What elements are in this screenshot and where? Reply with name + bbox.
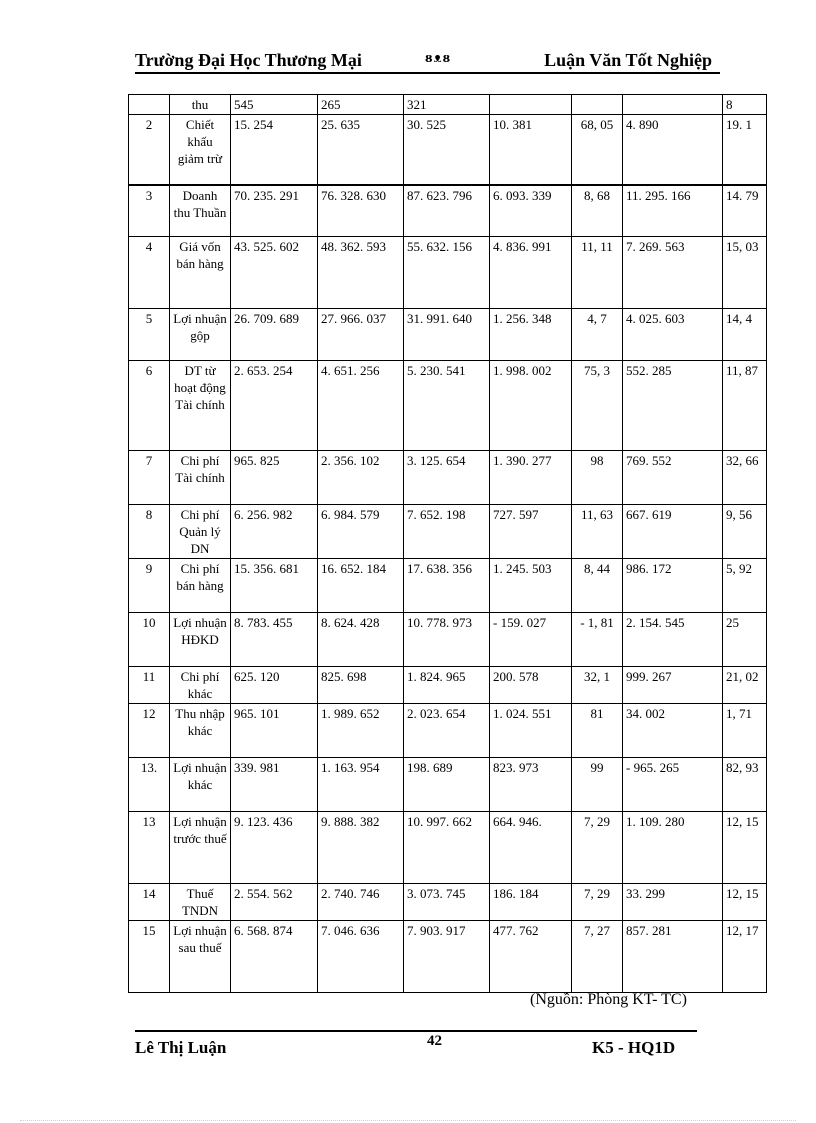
indicator-name-cell: DT từ hoạt động Tài chính [170, 361, 231, 451]
indicator-name-cell: Giá vốn bán hàng [170, 237, 231, 309]
value-cell: 186. 184 [490, 884, 572, 921]
value-cell: 8 [723, 95, 767, 115]
value-cell: 30. 525 [404, 115, 490, 185]
row-index-cell: 12 [129, 704, 170, 758]
value-cell: 55. 632. 156 [404, 237, 490, 309]
value-cell: 999. 267 [623, 667, 723, 704]
value-cell: 6. 256. 982 [231, 505, 318, 559]
table-row [129, 812, 767, 884]
value-cell: 12, 15 [723, 812, 767, 884]
value-cell: 198. 689 [404, 758, 490, 812]
value-cell: 75, 3 [572, 361, 623, 451]
page-header [135, 48, 720, 74]
value-cell: 1. 989. 652 [318, 704, 404, 758]
value-cell: 552. 285 [623, 361, 723, 451]
value-cell: 5. 230. 541 [404, 361, 490, 451]
table-row [129, 667, 767, 704]
value-cell: 32, 1 [572, 667, 623, 704]
value-cell: 5, 92 [723, 559, 767, 613]
indicator-name-cell: Chi phí Tài chính [170, 451, 231, 505]
row-index-cell: 7 [129, 451, 170, 505]
header-thesis-title: Luận Văn Tốt Nghiệp [544, 50, 712, 70]
value-cell: 33. 299 [623, 884, 723, 921]
value-cell: 15. 356. 681 [231, 559, 318, 613]
indicator-name-cell: Thuế TNDN [170, 884, 231, 921]
value-cell: 11, 63 [572, 505, 623, 559]
value-cell: 17. 638. 356 [404, 559, 490, 613]
table-row [129, 884, 767, 921]
value-cell: 8, 44 [572, 559, 623, 613]
value-cell: 2. 554. 562 [231, 884, 318, 921]
value-cell: 10. 381 [490, 115, 572, 185]
indicator-name-cell: Lợi nhuận sau thuế [170, 921, 231, 993]
row-index-cell [129, 95, 170, 115]
value-cell: 2. 023. 654 [404, 704, 490, 758]
value-cell: 12, 15 [723, 884, 767, 921]
value-cell: 6. 093. 339 [490, 185, 572, 237]
value-cell: 6. 984. 579 [318, 505, 404, 559]
value-cell: 11, 11 [572, 237, 623, 309]
value-cell [623, 95, 723, 115]
value-cell: 26. 709. 689 [231, 309, 318, 361]
value-cell: 11. 295. 166 [623, 185, 723, 237]
table-row [129, 237, 767, 309]
value-cell: 1, 71 [723, 704, 767, 758]
page-bottom-dotted-rule [20, 1120, 796, 1121]
value-cell: 769. 552 [623, 451, 723, 505]
value-cell [572, 95, 623, 115]
row-index-cell: 13 [129, 812, 170, 884]
row-index-cell: 10 [129, 613, 170, 667]
value-cell: 11, 87 [723, 361, 767, 451]
value-cell: 15, 03 [723, 237, 767, 309]
value-cell: 6. 568. 874 [231, 921, 318, 993]
indicator-name-cell: Lợi nhuận HĐKD [170, 613, 231, 667]
indicator-name-cell: Lợi nhuận gộp [170, 309, 231, 361]
value-cell: 14. 79 [723, 185, 767, 237]
indicator-name-cell: Lợi nhuận trước thuế [170, 812, 231, 884]
value-cell: 667. 619 [623, 505, 723, 559]
value-cell: 32, 66 [723, 451, 767, 505]
row-index-cell: 2 [129, 115, 170, 185]
value-cell: 1. 824. 965 [404, 667, 490, 704]
value-cell: 70. 235. 291 [231, 185, 318, 237]
value-cell: 14, 4 [723, 309, 767, 361]
value-cell: 4. 651. 256 [318, 361, 404, 451]
value-cell: 10. 778. 973 [404, 613, 490, 667]
value-cell: 986. 172 [623, 559, 723, 613]
row-index-cell: 6 [129, 361, 170, 451]
value-cell: 9. 123. 436 [231, 812, 318, 884]
value-cell: 25 [723, 613, 767, 667]
indicator-name-cell: Lợi nhuận khác [170, 758, 231, 812]
value-cell: 823. 973 [490, 758, 572, 812]
row-index-cell: 4 [129, 237, 170, 309]
value-cell: 2. 356. 102 [318, 451, 404, 505]
value-cell: 825. 698 [318, 667, 404, 704]
table-row [129, 185, 767, 237]
value-cell: 200. 578 [490, 667, 572, 704]
value-cell: 7. 652. 198 [404, 505, 490, 559]
value-cell: 12, 17 [723, 921, 767, 993]
value-cell [490, 95, 572, 115]
indicator-name-cell: Chi phí Quản lý DN [170, 505, 231, 559]
row-index-cell: 15 [129, 921, 170, 993]
value-cell: 625. 120 [231, 667, 318, 704]
value-cell: 857. 281 [623, 921, 723, 993]
value-cell: 321 [404, 95, 490, 115]
indicator-name-cell: thu [170, 95, 231, 115]
value-cell: 21, 02 [723, 667, 767, 704]
table-row [129, 505, 767, 559]
value-cell: 34. 002 [623, 704, 723, 758]
value-cell: 82, 93 [723, 758, 767, 812]
value-cell: 2. 154. 545 [623, 613, 723, 667]
value-cell: 477. 762 [490, 921, 572, 993]
table-row [129, 95, 767, 115]
value-cell: 727. 597 [490, 505, 572, 559]
value-cell: 10. 997. 662 [404, 812, 490, 884]
value-cell: 25. 635 [318, 115, 404, 185]
value-cell: - 159. 027 [490, 613, 572, 667]
footer-class-code: K5 - HQ1D [592, 1038, 676, 1057]
value-cell: 48. 362. 593 [318, 237, 404, 309]
value-cell: 339. 981 [231, 758, 318, 812]
value-cell: 8. 783. 455 [231, 613, 318, 667]
value-cell: 7, 29 [572, 884, 623, 921]
indicator-name-cell: Thu nhập khác [170, 704, 231, 758]
value-cell: 965. 101 [231, 704, 318, 758]
value-cell: - 965. 265 [623, 758, 723, 812]
value-cell: 965. 825 [231, 451, 318, 505]
indicator-name-cell: Chi phí bán hàng [170, 559, 231, 613]
value-cell: 4, 7 [572, 309, 623, 361]
footer-rule [135, 1030, 697, 1032]
value-cell: 8. 624. 428 [318, 613, 404, 667]
indicator-name-cell: Chi phí khác [170, 667, 231, 704]
table-row [129, 309, 767, 361]
value-cell: 4. 836. 991 [490, 237, 572, 309]
value-cell: 68, 05 [572, 115, 623, 185]
value-cell: 1. 998. 002 [490, 361, 572, 451]
value-cell: 98 [572, 451, 623, 505]
value-cell: 545 [231, 95, 318, 115]
value-cell: 7. 046. 636 [318, 921, 404, 993]
value-cell: 31. 991. 640 [404, 309, 490, 361]
row-index-cell: 13. [129, 758, 170, 812]
table-row [129, 559, 767, 613]
value-cell: 99 [572, 758, 623, 812]
financial-results-table [128, 94, 767, 993]
value-cell: 2. 653. 254 [231, 361, 318, 451]
value-cell: 19. 1 [723, 115, 767, 185]
value-cell: 43. 525. 602 [231, 237, 318, 309]
source-note: (Nguồn: Phòng KT- TC) [530, 991, 687, 1008]
value-cell: 81 [572, 704, 623, 758]
value-cell: - 1, 81 [572, 613, 623, 667]
value-cell: 1. 390. 277 [490, 451, 572, 505]
row-index-cell: 14 [129, 884, 170, 921]
value-cell: 9. 888. 382 [318, 812, 404, 884]
value-cell: 1. 109. 280 [623, 812, 723, 884]
value-cell: 3. 073. 745 [404, 884, 490, 921]
table-row [129, 704, 767, 758]
value-cell: 76. 328. 630 [318, 185, 404, 237]
value-cell: 9, 56 [723, 505, 767, 559]
row-index-cell: 11 [129, 667, 170, 704]
page-number: 42 [427, 1033, 442, 1049]
value-cell: 7. 903. 917 [404, 921, 490, 993]
table-row [129, 613, 767, 667]
table-row [129, 758, 767, 812]
value-cell: 1. 163. 954 [318, 758, 404, 812]
value-cell: 4. 890 [623, 115, 723, 185]
value-cell: 265 [318, 95, 404, 115]
row-index-cell: 3 [129, 185, 170, 237]
row-index-cell: 9 [129, 559, 170, 613]
value-cell: 7. 269. 563 [623, 237, 723, 309]
value-cell: 1. 256. 348 [490, 309, 572, 361]
value-cell: 2. 740. 746 [318, 884, 404, 921]
indicator-name-cell: Chiết khấu giảm trừ [170, 115, 231, 185]
table-row [129, 361, 767, 451]
header-school-name: Trường Đại Học Thương Mại [135, 50, 362, 70]
row-index-cell: 5 [129, 309, 170, 361]
value-cell: 7, 27 [572, 921, 623, 993]
value-cell: 664. 946. [490, 812, 572, 884]
value-cell: 7, 29 [572, 812, 623, 884]
table-row [129, 115, 767, 185]
value-cell: 3. 125. 654 [404, 451, 490, 505]
table-row [129, 921, 767, 993]
indicator-name-cell: Doanh thu Thuần [170, 185, 231, 237]
value-cell: 1. 024. 551 [490, 704, 572, 758]
row-index-cell: 8 [129, 505, 170, 559]
value-cell: 8, 68 [572, 185, 623, 237]
value-cell: 27. 966. 037 [318, 309, 404, 361]
value-cell: 16. 652. 184 [318, 559, 404, 613]
value-cell: 1. 245. 503 [490, 559, 572, 613]
value-cell: 87. 623. 796 [404, 185, 490, 237]
header-ornament: ᴕᴥᴕ [425, 50, 452, 66]
table-row [129, 451, 767, 505]
footer-author: Lê Thị Luận [135, 1038, 227, 1057]
value-cell: 15. 254 [231, 115, 318, 185]
value-cell: 4. 025. 603 [623, 309, 723, 361]
